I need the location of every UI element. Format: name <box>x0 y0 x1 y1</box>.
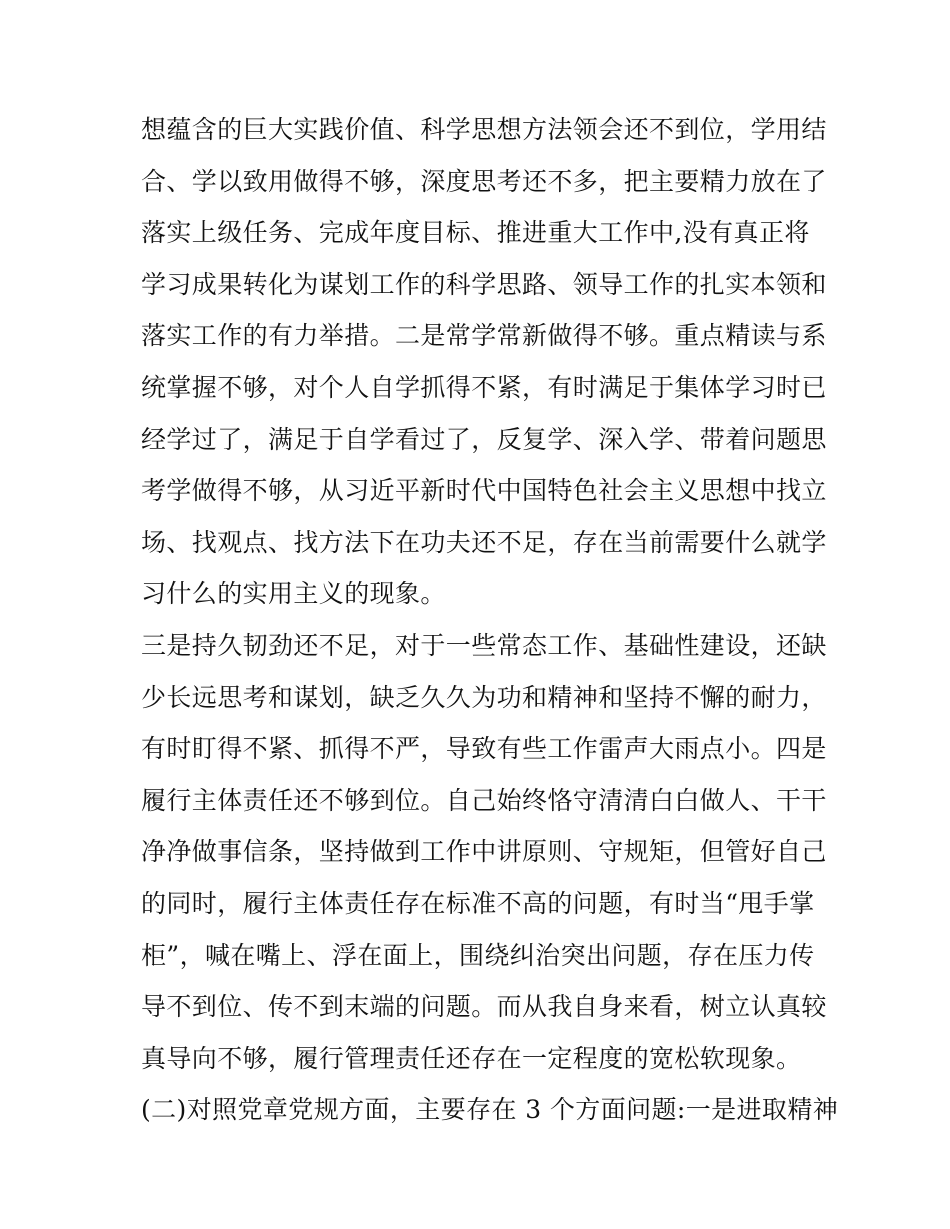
text-line-5: 落实工作的有力举措。二是常学常新做得不够。重点精读与系 <box>141 321 827 351</box>
text-line-15: 净净做事信条，坚持做到工作中讲原则、守规矩，但管好自己 <box>141 837 827 867</box>
text-line-2: 合、学以致用做得不够，深度思考还不多，把主要精力放在了 <box>141 166 827 196</box>
text-line-20: (二)对照党章党规方面，主要存在 3 个方面问题:一是进取精神 <box>141 1095 839 1125</box>
text-line-8: 考学做得不够，从习近平新时代中国特色社会主义思想中找立 <box>141 476 827 506</box>
text-line-1: 想蕴含的巨大实践价值、科学思想方法领会还不到位，学用结 <box>141 115 827 144</box>
body-text <box>141 104 839 1136</box>
text-line-9: 场、找观点、找方法下在功夫还不足，存在当前需要什么就学 <box>141 527 827 557</box>
text-line-7: 经学过了，满足于自学看过了，反复学、深入学、带着问题思 <box>141 424 827 454</box>
text-line-17: 柜”，喊在嘴上、浮在面上，围绕纠治突出问题，存在压力传 <box>141 940 815 970</box>
text-line-11: 三是持久韧劲还不足，对于一些常态工作、基础性建设，还缺 <box>141 630 827 660</box>
text-line-6: 统掌握不够，对个人自学抓得不紧，有时满足于集体学习时已 <box>141 372 827 402</box>
text-line-13: 有时盯得不紧、抓得不严，导致有些工作雷声大雨点小。四是 <box>141 734 827 764</box>
text-line-16: 的同时，履行主体责任存在标准不高的问题，有时当“甩手掌 <box>141 888 815 918</box>
text-line-18: 导不到位、传不到末端的问题。而从我自身来看，树立认真较 <box>141 992 827 1022</box>
text-line-4: 学习成果转化为谋划工作的科学思路、领导工作的扎实本领和 <box>141 269 827 299</box>
text-line-3: 落实上级任务、完成年度目标、推进重大工作中,没有真正将 <box>141 218 810 248</box>
text-line-19: 真导向不够，履行管理责任还存在一定程度的宽松软现象。 <box>141 1043 802 1073</box>
text-line-12: 少长远思考和谋划，缺乏久久为功和精神和坚持不懈的耐力， <box>141 682 827 712</box>
text-line-14: 履行主体责任还不够到位。自己始终恪守清清白白做人、干干 <box>141 785 827 815</box>
text-line-10: 习什么的实用主义的现象。 <box>141 579 446 609</box>
